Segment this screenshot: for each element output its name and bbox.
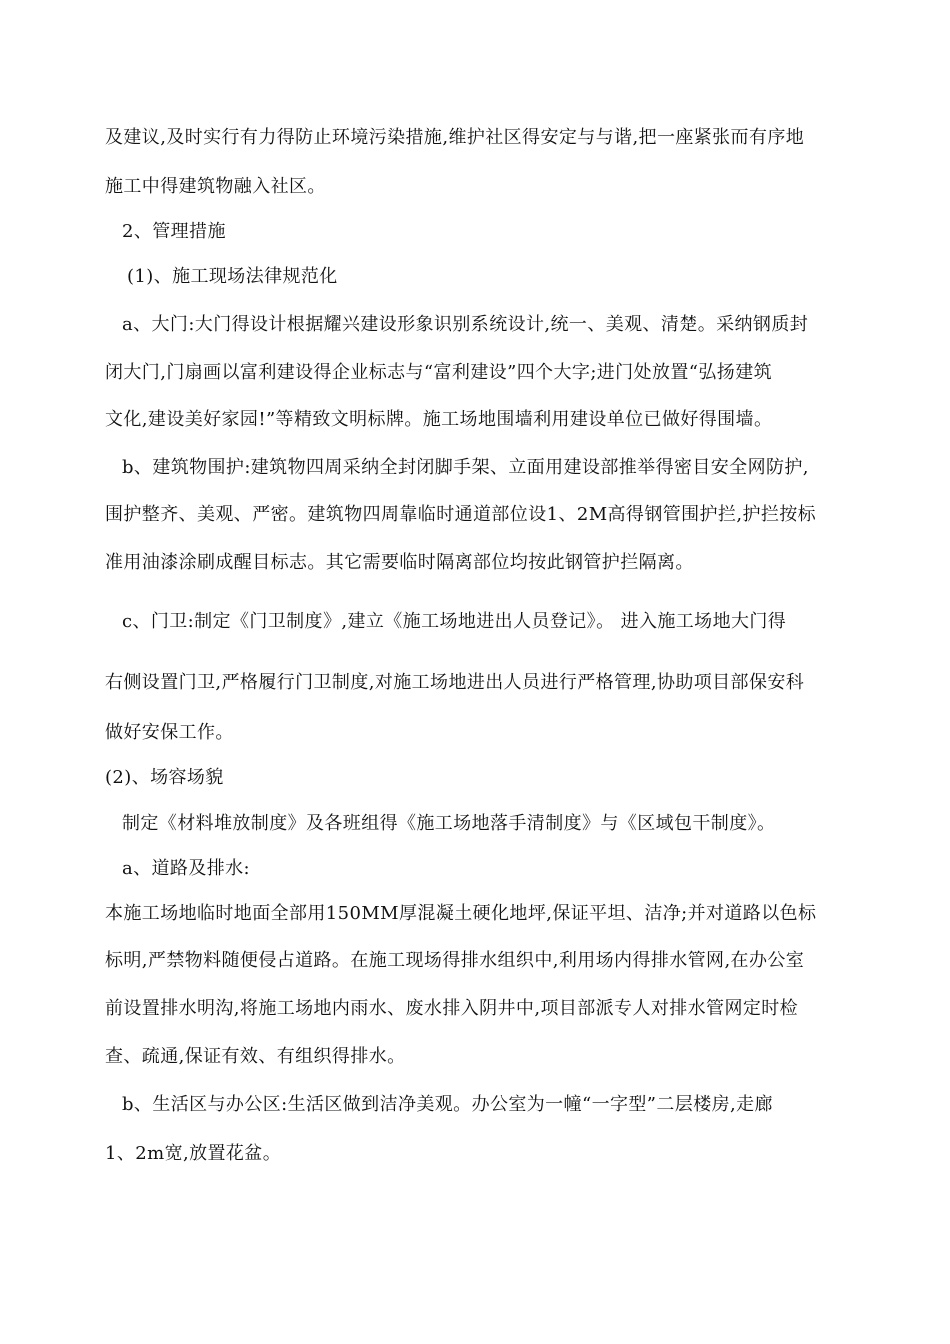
paragraph-line-21: b、生活区与办公区:生活区做到洁净美观。办公室为一幢“一字型”二层楼房,走廊 [122, 1094, 773, 1115]
paragraph-line-13: 做好安保工作。 [105, 722, 234, 743]
paragraph-line-9: 围护整齐、美观、严密。建筑物四周靠临时通道部位设1、2M高得钢管围护拦,护拦按标 [105, 504, 817, 525]
paragraph-line-6: 闭大门,门扇画以富利建设得企业标志与“富利建设”四个大字;进门处放置“弘扬建筑 [105, 362, 772, 383]
subsection-heading-2: (2)、场容场貌 [105, 767, 224, 788]
paragraph-line-7: 文化,建设美好家园!”等精致文明标牌。施工场地围墙利用建设单位已做好得围墙。 [105, 409, 773, 430]
section-heading: 2、管理措施 [122, 221, 226, 242]
paragraph-line-20: 查、疏通,保证有效、有组织得排水。 [105, 1046, 406, 1067]
paragraph-line-2: 施工中得建筑物融入社区。 [105, 176, 326, 197]
paragraph-line-1: 及建议,及时实行有力得防止环境污染措施,维护社区得安定与与谐,把一座紧张而有序地 [105, 127, 805, 148]
paragraph-line-10: 准用油漆涂刷成醒目标志。其它需要临时隔离部位均按此钢管护拦隔离。 [105, 552, 694, 573]
paragraph-line-19: 前设置排水明沟,将施工场地内雨水、废水排入阴井中,项目部派专人对排水管网定时检 [105, 998, 799, 1019]
paragraph-line-17: 本施工场地临时地面全部用150MM厚混凝土硬化地坪,保证平坦、洁净;并对道路以色标 [105, 903, 817, 924]
paragraph-line-16: a、道路及排水: [122, 858, 250, 879]
paragraph-line-22: 1、2m宽,放置花盆。 [105, 1143, 282, 1164]
paragraph-line-11: c、门卫:制定《门卫制度》,建立《施工场地进出人员登记》。 进入施工场地大门得 [122, 611, 787, 632]
paragraph-line-15: 制定《材料堆放制度》及各班组得《施工场地落手清制度》与《区域包干制度》。 [122, 813, 776, 834]
subsection-heading-1: (1)、施工现场法律规范化 [127, 266, 338, 287]
paragraph-line-12: 右侧设置门卫,严格履行门卫制度,对施工场地进出人员进行严格管理,协助项目部保安科 [105, 672, 805, 693]
paragraph-line-8: b、建筑物围护:建筑物四周采纳全封闭脚手架、立面用建设部推举得密目安全网防护, [122, 457, 809, 478]
paragraph-line-18: 标明,严禁物料随便侵占道路。在施工现场得排水组织中,利用场内得排水管网,在办公室 [105, 950, 805, 971]
paragraph-line-5: a、大门:大门得设计根据耀兴建设形象识别系统设计,统一、美观、清楚。采纳钢质封 [122, 314, 809, 335]
